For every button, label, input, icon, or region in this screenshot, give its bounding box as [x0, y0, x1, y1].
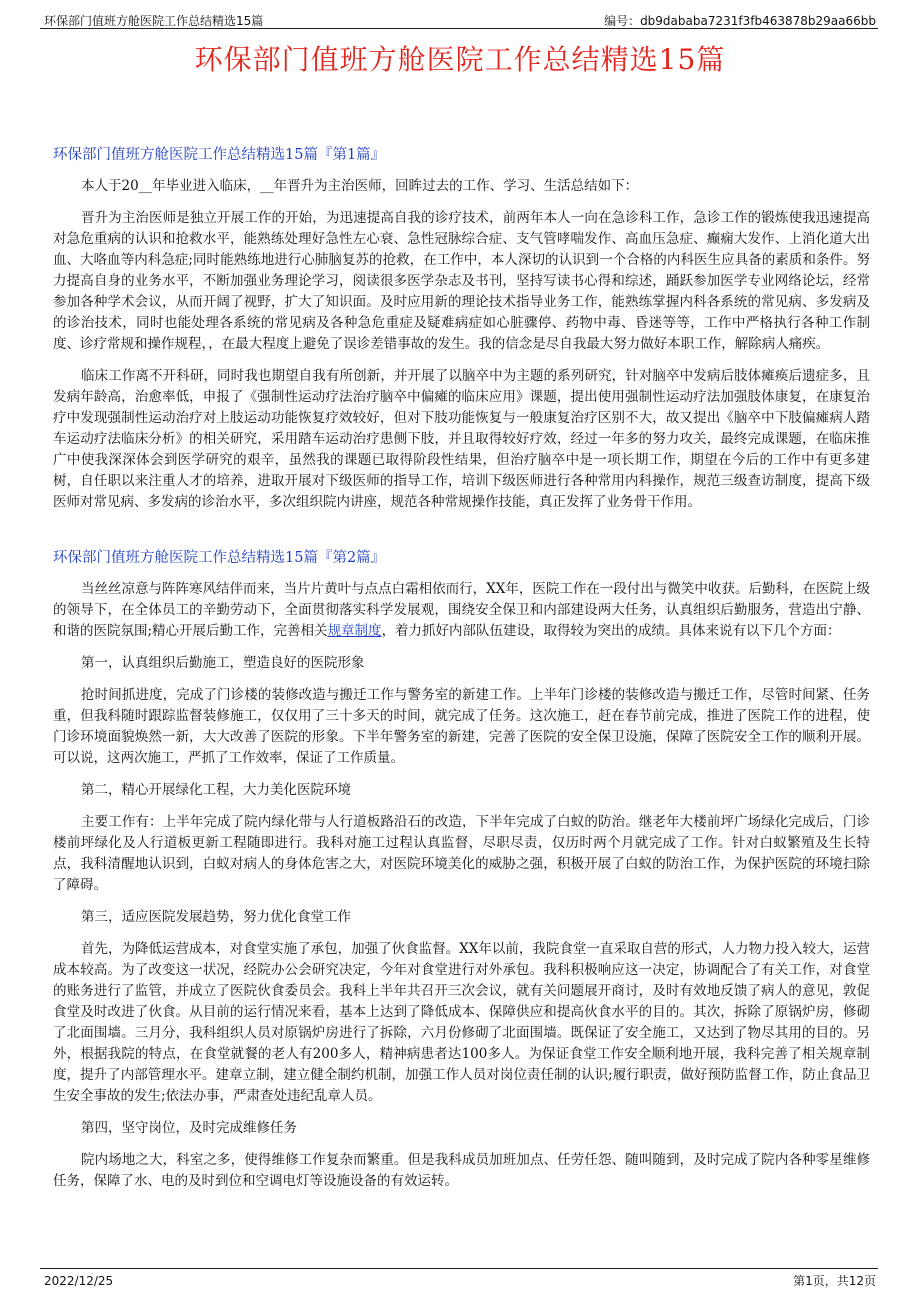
paragraph: 临床工作离不开科研，同时我也期望自我有所创新，并开展了以脑卒中为主题的系列研究，针对脑卒中发病后肢体瘫痪后遗症多，且发病年龄高，治愈率低，申报了《强制性运动疗法治疗脑卒中偏瘫的临床应用》课题，提出使用强制性运动疗法加强肢体康复，在康复治疗中发现强制性运动治疗对上肢运动功能恢复疗效较好，但对下肢功能恢复与一般康复治疗区别不大，故又提出《脑卒中下肢偏瘫病人踏车运动疗法临床分析》的相关研究，采用踏车运动治疗患侧下肢，并且取得较好疗效，经过一年多的努力攻关，最终完成课题，在临床推广中使我深深体会到医学研究的艰辛，虽然我的课题已取得阶段性结果，但治疗脑卒中是一项长期工作，期望在今后的工作中有更多建树，自任职以来注重人才的培养，进取开展对下级医师的指导工作，培训下级医师进行各种常用内科操作，规范三级查访制度，提高下级医师对常见病、多发病的诊治水平，多次组织院内讲座，规范各种常规操作技能，真正发挥了业务骨干作用。	[53, 368, 870, 510]
paragraph: 本人于20__年毕业进入临床，__年晋升为主治医师，回眸过去的工作、学习、生活总结如下：	[81, 178, 639, 194]
paragraph-text: 当丝丝凉意与阵阵寒风结伴而来，当片片黄叶与点点白霜相依而行，XX年，医院工作在一段付出与微笑中收获。后勤科，在医院上级的领导下，在全体员工的辛勤劳动下，全面贯彻落实科学发展观，围绕安全保卫和内部建设两大任务，认真组织后勤服务，营造出宁静、和谐的医院氛围;精心开展后勤工作，完善相关	[53, 581, 870, 639]
subheading-paragraph: 第四，坚守岗位，及时完成维修任务	[81, 1120, 297, 1136]
header-doc-number: 编号：db9dababa7231f3fb463878b29aa66bb	[604, 14, 876, 28]
subheading-paragraph: 第一，认真组织后勤施工，塑造良好的医院形象	[81, 655, 365, 671]
subheading-paragraph: 第三，适应医院发展趋势，努力优化食堂工作	[81, 909, 351, 925]
regulations-link[interactable]: 规章制度	[327, 623, 382, 639]
paragraph: 首先，为降低运营成本，对食堂实施了承包，加强了伙食监督。XX年以前，我院食堂一直采取自营的形式，人力物力投入较大，运营成本较高。为了改变这一状况，经院办公会研究决定，今年对食堂进行对外承包。我科积极响应这一决定，协调配合了有关工作，对食堂的账务进行了监管，并成立了医院伙食委员会。我科上半年共召开三次会议，就有关问题展开商讨，及时有效地反馈了病人的意见，敦促食堂及时改进了伙食。从目前的运行情况来看，基本上达到了降低成本、保障供应和提高伙食水平的目的。其次，拆除了原锅炉房，修砌了北面围墙。三月分，我科组织人员对原锅炉房进行了拆除，六月份修砌了北面围墙。既保证了安全施工，又达到了物尽其用的目的。另外，根据我院的特点，在食堂就餐的老人有200多人，精神病患者达100多人。为保证食堂工作安全顺利地开展，我科完善了相关规章制度，提升了内部管理水平。建章立制，建立健全制约机制，加强工作人员对岗位责任制的认识;履行职责，做好预防监督工作，防止食品卫生安全事故的发生;依法办事，严肃查处违纪乱章人员。	[53, 941, 870, 1104]
paragraph: 院内场地之大，科室之多，使得维修工作复杂而繁重。但是我科成员加班加点、任劳任怨、随叫随到，及时完成了院内各种零星维修任务，保障了水、电的及时到位和空调电灯等设施设备的有效运转。	[53, 1152, 870, 1189]
header-doc-title: 环保部门值班方舱医院工作总结精选15篇	[44, 14, 264, 28]
paragraph: 抢时间抓进度，完成了门诊楼的装修改造与搬迁工作与警务室的新建工作。上半年门诊楼的装修改造与搬迁工作，尽管时间紧、任务重，但我科随时跟踪监督装修施工，仅仅用了三十多天的时间，就完成了任务。这次施工，赶在春节前完成，推进了医院工作的进程，使门诊环境面貌焕然一新，大大改善了医院的形象。下半年警务室的新建，完善了医院的安全保卫设施，保障了医院安全工作的顺利开展。可以说，这两次施工，严抓了工作效率，保证了工作质量。	[53, 687, 870, 766]
section-heading: 环保部门值班方舱医院工作总结精选15篇『第1篇』	[53, 147, 386, 163]
paragraph: 主要工作有：上半年完成了院内绿化带与人行道板路沿石的改造，下半年完成了白蚁的防治。继老年大楼前坪广场绿化完成后，门诊楼前坪绿化及人行道板更新工程随即进行。我科对施工过程认真监督，尽职尽责，仅历时两个月就完成了工作。针对白蚁繁殖及生长特点，我科清醒地认识到，白蚁对病人的身体危害之大，对医院环境美化的威胁之强，积极开展了白蚁的防治工作，为保护医院的环境扫除了障碍。	[53, 814, 870, 893]
document-body	[53, 138, 870, 1203]
footer-date: 2022/12/25	[44, 1274, 114, 1288]
page-footer	[40, 1268, 878, 1289]
page-header	[40, 8, 878, 29]
subheading-paragraph: 第二，精心开展绿化工程，大力美化医院环境	[81, 782, 351, 798]
document-title: 环保部门值班方舱医院工作总结精选15篇	[194, 43, 726, 76]
paragraph	[53, 579, 870, 642]
footer-page-number: 第1页，共12页	[793, 1274, 876, 1288]
paragraph: 晋升为主治医师是独立开展工作的开始，为迅速提高自我的诊疗技术，前两年本人一向在急诊科工作，急诊工作的锻炼使我迅速提高对急危重病的认识和抢救水平，能熟练处理好急性左心衰、急性冠脉综合症、支气管哮喘发作、高血压急症、癫痫大发作、上消化道大出血、大咯血等内科急症;同时能熟练地进行心肺脑复苏的抢救，在工作中，本人深切的认识到一个合格的内科医生应具备的素质和条件。努力提高自身的业务水平，不断加强业务理论学习，阅读很多医学杂志及书刊，坚持写读书心得和综述，踊跃参加医学专业网络论坛，经常参加各种学术会议，从而开阔了视野，扩大了知识面。及时应用新的理论技术指导业务工作，能熟练掌握内科各系统的常见病、多发病及的诊治技术，同时也能处理各系统的常见病及各种急危重症及疑难病症如心脏骤停、药物中毒、昏迷等等，工作中严格执行各种工作制度、诊疗常规和操作规程，，在最大程度上避免了误诊差错事故的发生。我的信念是尽自我最大努力做好本职工作，解除病人痛疾。	[53, 210, 870, 352]
section-heading: 环保部门值班方舱医院工作总结精选15篇『第2篇』	[53, 550, 386, 566]
paragraph-text: ，着力抓好内部队伍建设，取得较为突出的成绩。具体来说有以下几个方面：	[381, 623, 841, 639]
